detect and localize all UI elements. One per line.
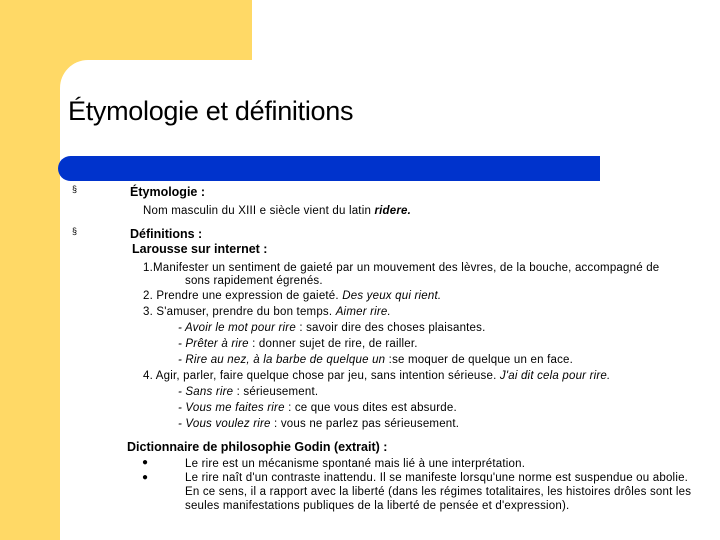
section-bullet-etymology: § — [72, 184, 78, 194]
sub-expression: - Rire au nez, à la barbe de quelque un — [178, 354, 386, 366]
definition-1-line-1: 1.Manifester un sentiment de gaieté par un mouvement des lèvres, de la bouche, accompagné de — [143, 262, 660, 274]
slide-title: Étymologie et définitions — [68, 96, 354, 126]
definition-2-example: Des yeux qui rient. — [342, 290, 442, 302]
definition-3-sub-c — [178, 354, 573, 366]
definition-4-sub-c — [178, 418, 459, 430]
title-underline-bar — [58, 156, 600, 181]
section-bullet-definitions: § — [72, 226, 78, 236]
definition-4-sub-b — [178, 402, 457, 414]
sub-expression: - Avoir le mot pour rire — [178, 322, 296, 334]
dictionary-item-2: Le rire naît d'un contraste inattendu. Il se manifeste lorsqu'une norme est suspendue ou abolie. En ce sens, il a rapport avec la liberté (dans les régimes totalitaires, les histoires drôles sont les seules manifestations publiques de la liberté de pensée et d'expression). — [185, 472, 692, 512]
definition-2 — [143, 290, 441, 302]
definition-4-sub-a — [178, 386, 318, 398]
definition-3-example: Aimer rire. — [335, 306, 391, 318]
sub-meaning: : sérieusement. — [233, 386, 319, 398]
etymology-latin-word: ridere. — [374, 205, 411, 217]
definition-4-text: 4. Agir, parler, faire quelque chose par jeu, sans intention sérieuse. — [143, 370, 497, 382]
dictionary-item-1: Le rire est un mécanisme spontané mais lié à une interprétation. — [185, 458, 526, 470]
definition-3-sub-a — [178, 322, 486, 334]
definition-4 — [143, 370, 610, 382]
sub-expression: - Prêter à rire — [178, 338, 249, 350]
etymology-heading: Étymologie : — [130, 185, 206, 199]
sub-expression: - Vous me faites rire — [178, 402, 285, 414]
definition-3 — [143, 306, 391, 318]
sub-meaning: :se moquer de quelque un en face. — [385, 354, 574, 366]
etymology-text-body: Nom masculin du XIII e siècle vient du latin — [143, 205, 375, 217]
definitions-heading: Définitions : — [130, 227, 203, 241]
definition-3-sub-b — [178, 338, 418, 350]
sub-meaning: : ce que vous dites est absurde. — [284, 402, 457, 414]
definition-2-text: 2. Prendre une expression de gaieté. — [143, 290, 339, 302]
sub-meaning: : savoir dire des choses plaisantes. — [295, 322, 486, 334]
definition-1-line-2: sons rapidement égrenés. — [185, 275, 323, 287]
definition-4-example: J'ai dit cela pour rire. — [499, 370, 611, 382]
dictionary-heading: Dictionnaire de philosophie Godin (extrait) : — [127, 440, 388, 454]
sub-meaning: : donner sujet de rire, de railler. — [248, 338, 418, 350]
sub-expression: - Sans rire — [178, 386, 234, 398]
sub-meaning: : vous ne parlez pas sérieusement. — [270, 418, 460, 430]
sub-expression: - Vous voulez rire — [178, 418, 271, 430]
bullet-dot: ● — [142, 472, 149, 483]
etymology-text — [143, 205, 411, 217]
bullet-dot: ● — [142, 457, 149, 468]
definition-3-text: 3. S'amuser, prendre du bon temps. — [143, 306, 333, 318]
larousse-heading: Larousse sur internet : — [132, 242, 268, 256]
